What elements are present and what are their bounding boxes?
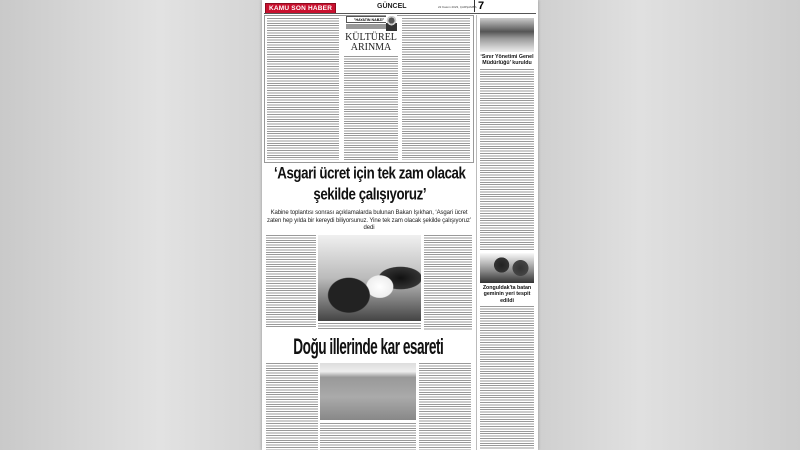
logo: KAMU SON HABER [265,3,336,14]
newspaper-page [262,0,538,450]
date: 22 Kasım 2023, ÇARŞAMBA [438,5,477,9]
header-divider [264,13,536,14]
snow-town-photo [320,363,416,420]
article-text [266,235,316,328]
article-text [419,363,471,450]
building-photo [480,18,534,52]
columnist-bar [346,24,386,29]
sidebar-divider [476,15,477,450]
column-title: KÜLTÜREL ARINMA [345,32,397,53]
column-text [344,56,398,160]
ship-photo [480,253,534,283]
article-text [424,235,472,330]
column-label: "HAYATIN NABZI" [346,16,392,23]
section-title: GÜNCEL [377,3,407,10]
sidebar-headline-1: ‘Sınır Yönetimi Genel Müdürlüğü’ kuruldu [480,54,534,67]
article-text [267,18,339,160]
sidebar-headline-2: Zonguldak'ta batan geminin yeri tespit edildi [482,285,532,304]
main-headline: ‘Asgari ücret için tek zam olacak şekilde çalışıyoruz’ [274,165,466,204]
column-text-2 [402,18,470,160]
main-subhead: Kabine toplantısı sonrası açıklamalarda bulunan Bakan Işıkhan, ‘Asgari ücret zaten hep yılda bir kereydi biliyorsunuz. Yine tek zam olacak şekilde çalışıyoruz’ dedi [267,210,471,231]
columnist-photo [386,15,397,31]
sidebar-text [480,306,534,450]
cabinet-photo [318,235,421,321]
article-text [318,323,421,330]
sidebar-text [480,69,534,251]
article-text [266,363,318,450]
second-headline: Doğu illerinde kar esareti [293,334,444,359]
article-text [320,423,416,450]
page-number: 7 [474,0,484,12]
